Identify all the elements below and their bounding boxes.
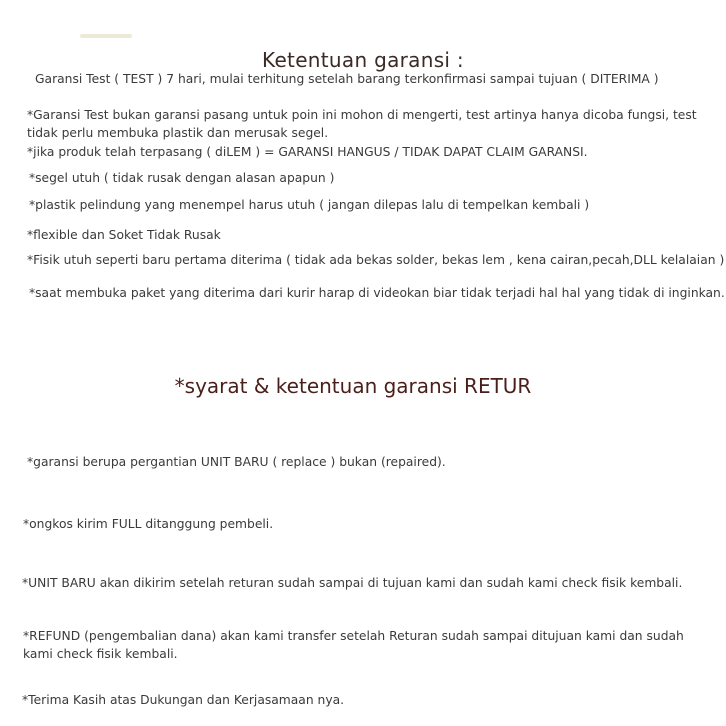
warranty-item: *segel utuh ( tidak rusak dengan alasan apapun )	[29, 171, 335, 185]
warranty-item: *Garansi Test bukan garansi pasang untuk poin ini mohon di mengerti, test artinya hanya dicoba fungsi, test tidak perlu membuka plastik dan merusak segel.	[27, 108, 697, 140]
warranty-terms-heading: Ketentuan garansi :	[262, 48, 464, 72]
warranty-item: *jika produk telah terpasang ( diLEM ) = GARANSI HANGUS / TIDAK DAPAT CLAIM GARANSI.	[27, 145, 588, 159]
faint-watermark-mark	[80, 34, 132, 38]
return-item: *garansi berupa pergantian UNIT BARU ( replace ) bukan (repaired).	[27, 455, 446, 469]
warranty-item: *plastik pelindung yang menempel harus utuh ( jangan dilepas lalu di tempelkan kembali )	[29, 198, 590, 212]
return-item: *REFUND (pengembalian dana) akan kami transfer setelah Returan sudah sampai ditujuan kami dan sudah kami check fisik kembali.	[23, 629, 684, 661]
return-item: *ongkos kirim FULL ditanggung pembeli.	[23, 517, 274, 531]
warranty-item: *flexible dan Soket Tidak Rusak	[27, 228, 221, 242]
warranty-item: *Fisik utuh seperti baru pertama diterima ( tidak ada bekas solder, bekas lem , kena cairan,pecah,DLL kelalaian )	[27, 253, 725, 267]
return-item: *UNIT BARU akan dikirim setelah returan sudah sampai di tujuan kami dan sudah kami check fisik kembali.	[22, 576, 683, 590]
return-terms-heading: *syarat & ketentuan garansi RETUR	[174, 374, 532, 398]
warranty-intro-text: Garansi Test ( TEST ) 7 hari, mulai terhitung setelah barang terkonfirmasi sampai tujuan ( DITERIMA )	[35, 72, 659, 86]
warranty-item: *saat membuka paket yang diterima dari kurir harap di videokan biar tidak terjadi hal hal yang tidak di inginkan.	[29, 286, 725, 300]
return-item: *Terima Kasih atas Dukungan dan Kerjasamaan nya.	[22, 693, 345, 707]
